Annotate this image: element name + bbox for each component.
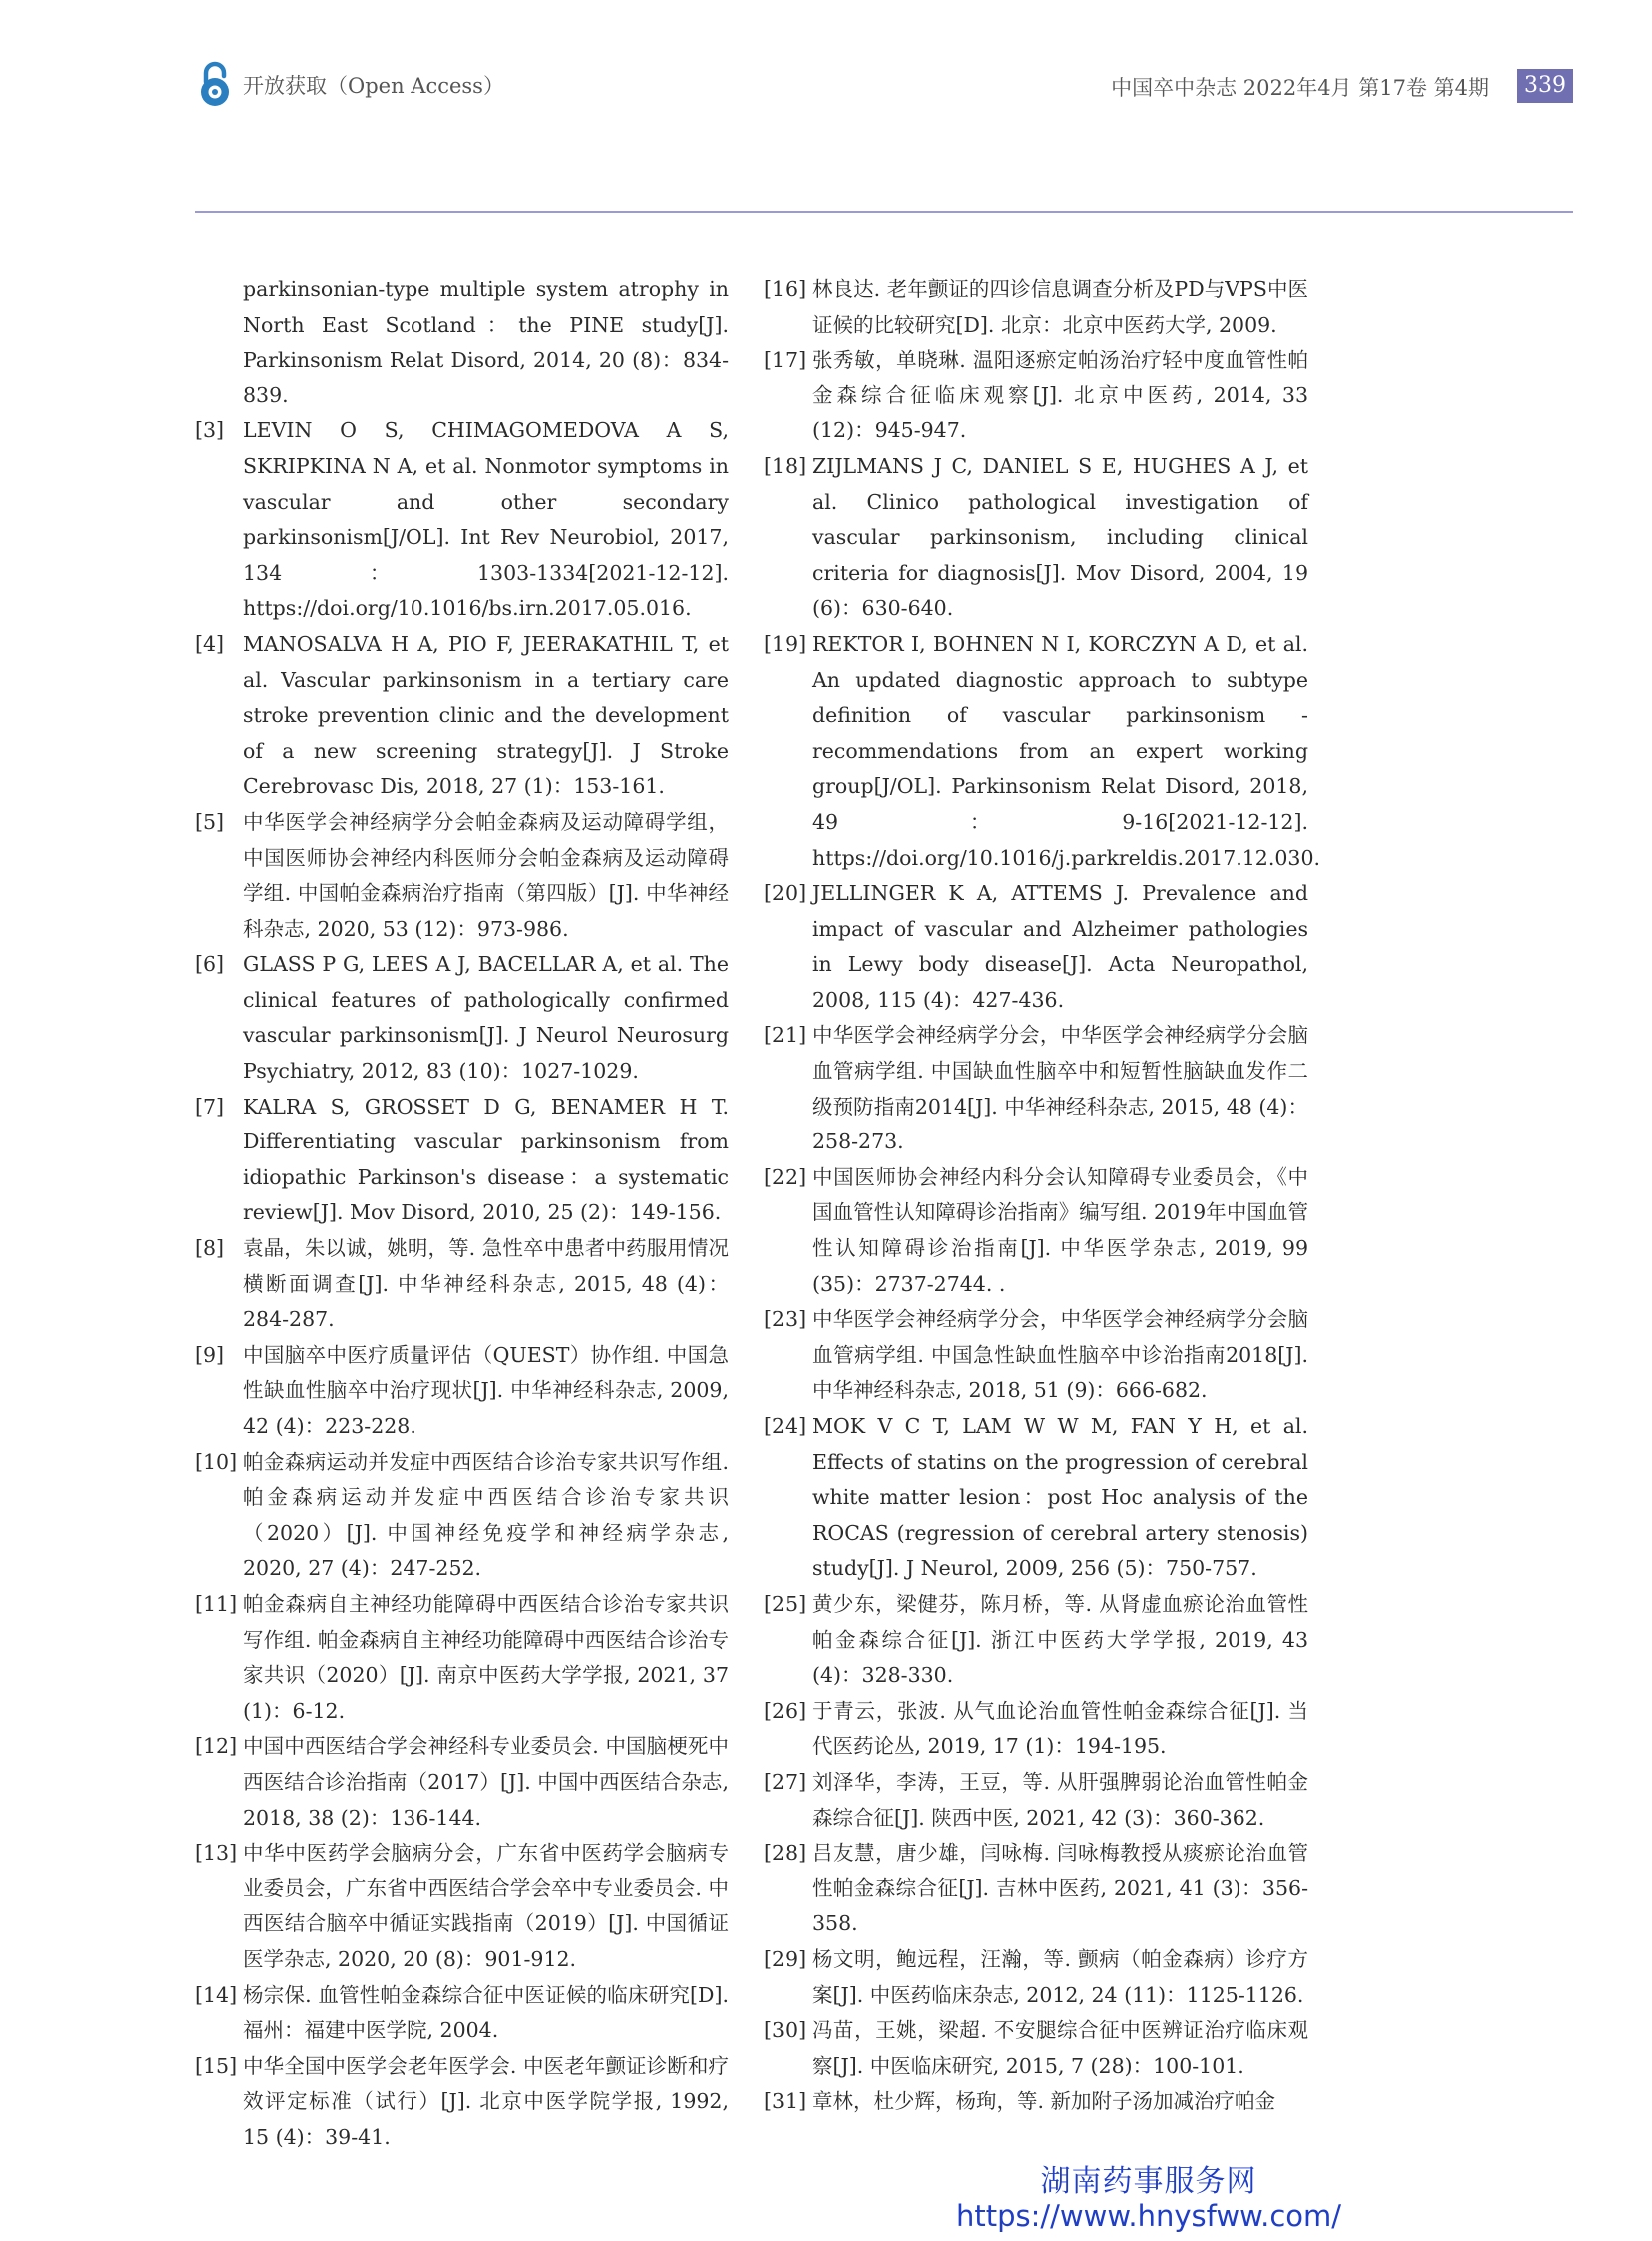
reference-number: [31]: [764, 2089, 807, 2114]
page-number: 339: [1517, 69, 1573, 103]
reference-text: ZIJLMANS J C, DANIEL S E, HUGHES A J, et al. Clinico pathological investigation of vascular parkinsonism, including clinical criteria for diagnosis[J]. Mov Disord, 2004, 19 (6)：630-640.: [812, 453, 1308, 621]
reference-text: 杨宗保. 血管性帕金森综合征中医证候的临床研究[D]. 福州：福建中医学院, 2004.: [243, 1982, 729, 2043]
reference-text: REKTOR I, BOHNEN N I, KORCZYN A D, et al. An updated diagnostic approach to subtype definition of vascular parkinsonism - recommendations from an expert working group[J/OL]. Parkinsonism Relat Disord, 2018, 49：9-16[2021-12-12]. https://doi.org/10.1016/j.parkreldis.2017.12.030.: [812, 631, 1321, 870]
reference-text: MANOSALVA H A, PIO F, JEERAKATHIL T, et al. Vascular parkinsonism in a tertiary care stroke prevention clinic and the development of a new screening strategy[J]. J Stroke Cerebrovasc Dis, 2018, 27 (1)：153-161.: [243, 631, 729, 799]
reference-number: [5]: [195, 809, 225, 834]
reference-text: 吕友慧，唐少雄，闫咏梅. 闫咏梅教授从痰瘀论治血管性帕金森综合征[J]. 吉林中医药, 2021, 41 (3)：356-358.: [812, 1841, 1308, 1936]
reference-item: [195, 1090, 729, 1231]
reference-item: [764, 1942, 1308, 2013]
reference-item: [195, 1836, 729, 1977]
reference-item: [195, 947, 729, 1089]
reference-number: [9]: [195, 1342, 225, 1367]
page-header: [195, 60, 1573, 110]
reference-text: 刘泽华，李涛，王豆，等. 从肝强脾弱论治血管性帕金森综合征[J]. 陕西中医, 2021, 42 (3)：360-362.: [812, 1769, 1308, 1830]
reference-item: [195, 627, 729, 805]
reference-item: [764, 449, 1308, 627]
reference-item: [764, 1018, 1308, 1159]
reference-text: LEVIN O S, CHIMAGOMEDOVA A S, SKRIPKINA N A, et al. Nonmotor symptoms in vascular and other secondary parkinsonism[J/OL]. Int Rev Neurobiol, 2017, 134：1303-1334[2021-12-12]. https://doi.org/10.1016/bs.irn.2017.05.016.: [243, 418, 729, 621]
reference-text: 中国中西医结合学会神经科专业委员会. 中国脑梗死中西医结合诊治指南（2017）[J]. 中国中西医结合杂志, 2018, 38 (2)：136-144.: [243, 1734, 729, 1830]
reference-text: MOK V C T, LAM W W M, FAN Y H, et al. Effects of statins on the progression of cerebral white matter lesion：post Hoc analysis of the ROCAS (regression of cerebral artery stenosis) study[J]. J Neurol, 2009, 256 (5)：750-757.: [812, 1414, 1308, 1581]
reference-item: [764, 1587, 1308, 1694]
reference-number: [25]: [764, 1591, 807, 1616]
reference-item: [764, 1694, 1308, 1765]
reference-item: [195, 2049, 729, 2156]
reference-item: [764, 1160, 1308, 1302]
reference-text: 冯苗，王姚，梁超. 不安腿综合征中医辨证治疗临床观察[J]. 中医临床研究, 2015, 7 (28)：100-101.: [812, 2018, 1308, 2078]
reference-item: [195, 1729, 729, 1836]
reference-item: [764, 1409, 1308, 1587]
reference-number: [8]: [195, 1236, 225, 1261]
references-left-column: [195, 272, 729, 2155]
reference-item: [764, 876, 1308, 1018]
reference-number: [27]: [764, 1769, 807, 1794]
reference-text: KALRA S, GROSSET D G, BENAMER H T. Differentiating vascular parkinsonism from idiopathic Parkinson's disease：a systematic review[J]. Mov Disord, 2010, 25 (2)：149-156.: [243, 1094, 729, 1225]
reference-text: JELLINGER K A, ATTEMS J. Prevalence and impact of vascular and Alzheimer pathologies in Lewy body disease[J]. Acta Neuropathol, 2008, 115 (4)：427-436.: [812, 881, 1308, 1012]
watermark-site-name: 湖南药事服务网: [1040, 2164, 1257, 2199]
reference-number: [26]: [764, 1698, 807, 1723]
reference-number: [6]: [195, 952, 225, 977]
reference-number: [7]: [195, 1094, 225, 1119]
reference-text: 中华医学会神经病学分会，中华医学会神经病学分会脑血管病学组. 中国急性缺血性脑卒中诊治指南2018[J]. 中华神经科杂志, 2018, 51 (9)：666-682.: [812, 1307, 1308, 1403]
reference-item: [764, 343, 1308, 449]
reference-number: [3]: [195, 418, 225, 443]
reference-number: [23]: [764, 1307, 807, 1332]
reference-number: [4]: [195, 631, 225, 656]
reference-number: [28]: [764, 1841, 807, 1866]
reference-number: [16]: [764, 277, 807, 301]
reference-item: [764, 2013, 1308, 2084]
reference-number: [20]: [764, 881, 807, 906]
reference-number: [22]: [764, 1164, 807, 1189]
reference-number: [10]: [195, 1449, 238, 1474]
reference-text: 中华医学会神经病学分会，中华医学会神经病学分会脑血管病学组. 中国缺血性脑卒中和短暂性脑缺血发作二级预防指南2014[J]. 中华神经科杂志, 2015, 48 (4)：258-273.: [812, 1023, 1308, 1154]
reference-text: 黄少东，梁健芬，陈月桥，等. 从肾虚血瘀论治血管性帕金森综合征[J]. 浙江中医药大学学报, 2019, 43 (4)：328-330.: [812, 1591, 1308, 1688]
reference-item: [195, 1231, 729, 1338]
reference-item: [764, 1302, 1308, 1409]
reference-text: 帕金森病自主神经功能障碍中西医结合诊治专家共识写作组. 帕金森病自主神经功能障碍中西医结合诊治专家共识（2020）[J]. 南京中医药大学学报, 2021, 37 (1)：6-12.: [243, 1591, 729, 1723]
reference-number: [29]: [764, 1946, 807, 1971]
reference-number: [15]: [195, 2053, 238, 2078]
reference-text: 中华医学会神经病学分会帕金森病及运动障碍学组，中国医师协会神经内科医师分会帕金森病及运动障碍学组. 中国帕金森病治疗指南（第四版）[J]. 中华神经科杂志, 2020, 53 (12)：973-986.: [243, 809, 729, 941]
reference-text: 中国医师协会神经内科分会认知障碍专业委员会，《中国血管性认知障碍诊治指南》编写组. 2019年中国血管性认知障碍诊治指南[J]. 中华医学杂志, 2019, 99 (35)：2737-2744. .: [812, 1164, 1308, 1296]
reference-item: [764, 1836, 1308, 1942]
reference-item: [195, 413, 729, 627]
reference-item: [195, 1978, 729, 2049]
header-divider: [195, 211, 1573, 213]
references-right-column: [764, 272, 1321, 2120]
reference-number: [17]: [764, 348, 807, 373]
reference-text: 林良达. 老年颤证的四诊信息调查分析及PD与VPS中医证候的比较研究[D]. 北京：北京中医药大学, 2009.: [812, 277, 1308, 337]
journal-issue-info: 中国卒中杂志 2022年4月 第17卷 第4期: [1111, 76, 1489, 100]
reference-item: [764, 1765, 1308, 1836]
watermark-url[interactable]: https://www.hnysfww.com/: [955, 2199, 1342, 2233]
reference-number: [30]: [764, 2018, 807, 2043]
open-access-lock-icon: [195, 60, 235, 108]
reference-text: 帕金森病运动并发症中西医结合诊治专家共识写作组. 帕金森病运动并发症中西医结合诊治专家共识（2020）[J]. 中国神经免疫学和神经病学杂志, 2020, 27 (4)：247-252.: [243, 1449, 729, 1581]
reference-2-continuation: parkinsonian-type multiple system atrophy in North East Scotland：the PINE study[J]. Parkinsonism Relat Disord, 2014, 20 (8)：834-839.: [243, 277, 729, 407]
reference-text: 中华全国中医学会老年医学会. 中医老年颤证诊断和疗效评定标准（试行）[J]. 北京中医学院学报, 1992, 15 (4)：39-41.: [243, 2053, 729, 2149]
reference-item: [764, 2084, 1308, 2120]
reference-number: [19]: [764, 631, 807, 656]
reference-text: 袁晶，朱以诚，姚明，等. 急性卒中患者中药服用情况横断面调查[J]. 中华神经科杂志, 2015, 48 (4)：284-287.: [243, 1236, 729, 1332]
reference-number: [14]: [195, 1982, 238, 2007]
reference-text: 杨文明，鲍远程，汪瀚，等. 颤病（帕金森病）诊疗方案[J]. 中医药临床杂志, 2012, 24 (11)：1125-1126.: [812, 1946, 1308, 2007]
reference-text: 中华中医药学会脑病分会，广东省中医药学会脑病专业委员会，广东省中西医结合学会卒中专业委员会. 中西医结合脑卒中循证实践指南（2019）[J]. 中国循证医学杂志, 2020, 20 (8)：901-912.: [243, 1841, 729, 1971]
reference-number: [11]: [195, 1591, 238, 1616]
reference-text: 张秀敏，单晓琳. 温阳逐瘀定帕汤治疗轻中度血管性帕金森综合征临床观察[J]. 北京中医药, 2014, 33 (12)：945-947.: [812, 348, 1308, 443]
reference-text: 章林，杜少辉，杨珣，等. 新加附子汤加减治疗帕金: [812, 2089, 1276, 2114]
site-watermark: [939, 2165, 1358, 2233]
reference-item: [195, 1338, 729, 1445]
reference-item: [764, 627, 1321, 876]
reference-text: 于青云，张波. 从气血论治血管性帕金森综合征[J]. 当代医药论丛, 2019, 17 (1)：194-195.: [812, 1698, 1308, 1759]
reference-number: [13]: [195, 1841, 238, 1866]
reference-number: [12]: [195, 1734, 238, 1759]
reference-text: GLASS P G, LEES A J, BACELLAR A, et al. The clinical features of pathologically confirmed vascular parkinsonism[J]. J Neurol Neurosurg Psychiatry, 2012, 83 (10)：1027-1029.: [243, 952, 729, 1084]
reference-text: 中国脑卒中医疗质量评估（QUEST）协作组. 中国急性缺血性脑卒中治疗现状[J]. 中华神经科杂志, 2009, 42 (4)：223-228.: [243, 1342, 729, 1438]
reference-number: [21]: [764, 1023, 807, 1048]
reference-item: [195, 1445, 729, 1587]
reference-item: [195, 1587, 729, 1729]
reference-number: [18]: [764, 453, 807, 478]
reference-item: [764, 272, 1308, 343]
open-access-label: 开放获取（Open Access）: [243, 74, 504, 98]
reference-number: [24]: [764, 1414, 807, 1438]
reference-item: [195, 805, 729, 947]
